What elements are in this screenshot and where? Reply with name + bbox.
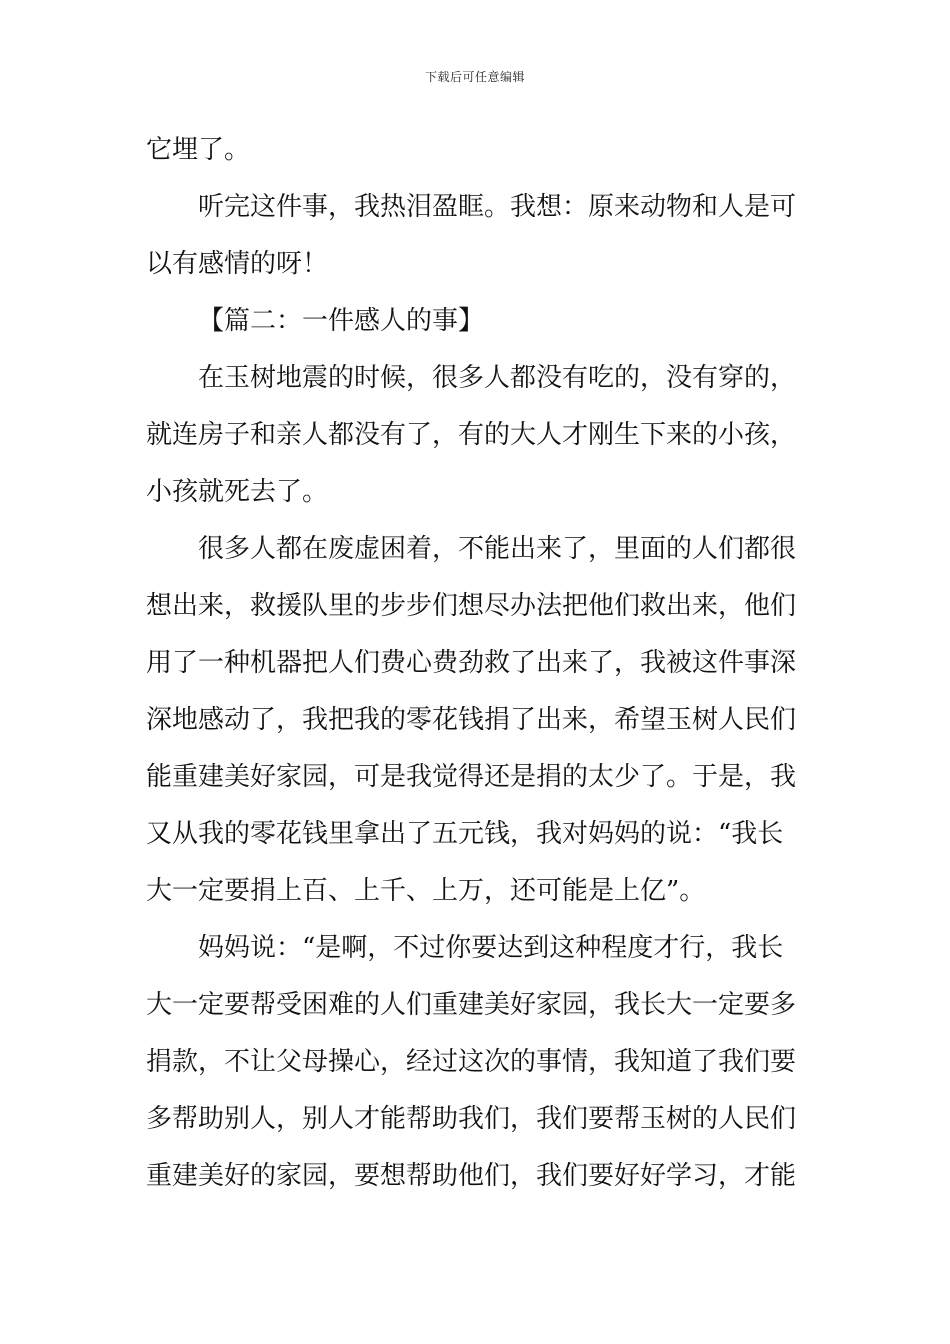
text-line: 用了一种机器把人们费心费劲救了出来了，我被这件事深 bbox=[146, 648, 797, 678]
text-line: 能重建美好家园，可是我觉得还是捐的太少了。于是，我 bbox=[146, 762, 797, 792]
text-line: 很多人都在废虚困着，不能出来了，里面的人们都很 bbox=[198, 534, 797, 564]
text-line: 以有感情的呀！ bbox=[146, 249, 329, 279]
text-line: 重建美好的家园，要想帮助他们，我们要好好学习，才能 bbox=[146, 1161, 797, 1191]
text-line: 它埋了。 bbox=[146, 135, 251, 165]
text-line: 又从我的零花钱里拿出了五元钱，我对妈妈的说：“我长 bbox=[146, 819, 784, 849]
text-line: 多帮助别人，别人才能帮助我们，我们要帮玉树的人民们 bbox=[146, 1104, 797, 1134]
text-line: 大一定要帮受困难的人们重建美好家园，我长大一定要多 bbox=[146, 990, 797, 1020]
page-header: 下载后可任意编辑 bbox=[424, 70, 525, 84]
document-body bbox=[146, 122, 812, 1205]
text-line: 听完这件事，我热泪盈眶。我想：原来动物和人是可 bbox=[198, 192, 797, 222]
text-line: 在玉树地震的时候，很多人都没有吃的，没有穿的， bbox=[198, 363, 797, 393]
text-line: 深地感动了，我把我的零花钱捐了出来，希望玉树人民们 bbox=[146, 705, 797, 735]
text-line: 就连房子和亲人都没有了，有的大人才刚生下来的小孩， bbox=[146, 420, 797, 450]
text-line: 想出来，救援队里的步步们想尽办法把他们救出来，他们 bbox=[146, 591, 797, 621]
text-line: 【篇二：一件感人的事】 bbox=[198, 306, 485, 336]
text-line: 妈妈说：“是啊，不过你要达到这种程度才行，我长 bbox=[198, 933, 784, 963]
text-line: 捐款，不让父母操心，经过这次的事情，我知道了我们要 bbox=[146, 1047, 797, 1077]
text-line: 大一定要捐上百、上千、上万，还可能是上亿”。 bbox=[146, 876, 706, 906]
text-line: 小孩就死去了。 bbox=[146, 477, 329, 507]
